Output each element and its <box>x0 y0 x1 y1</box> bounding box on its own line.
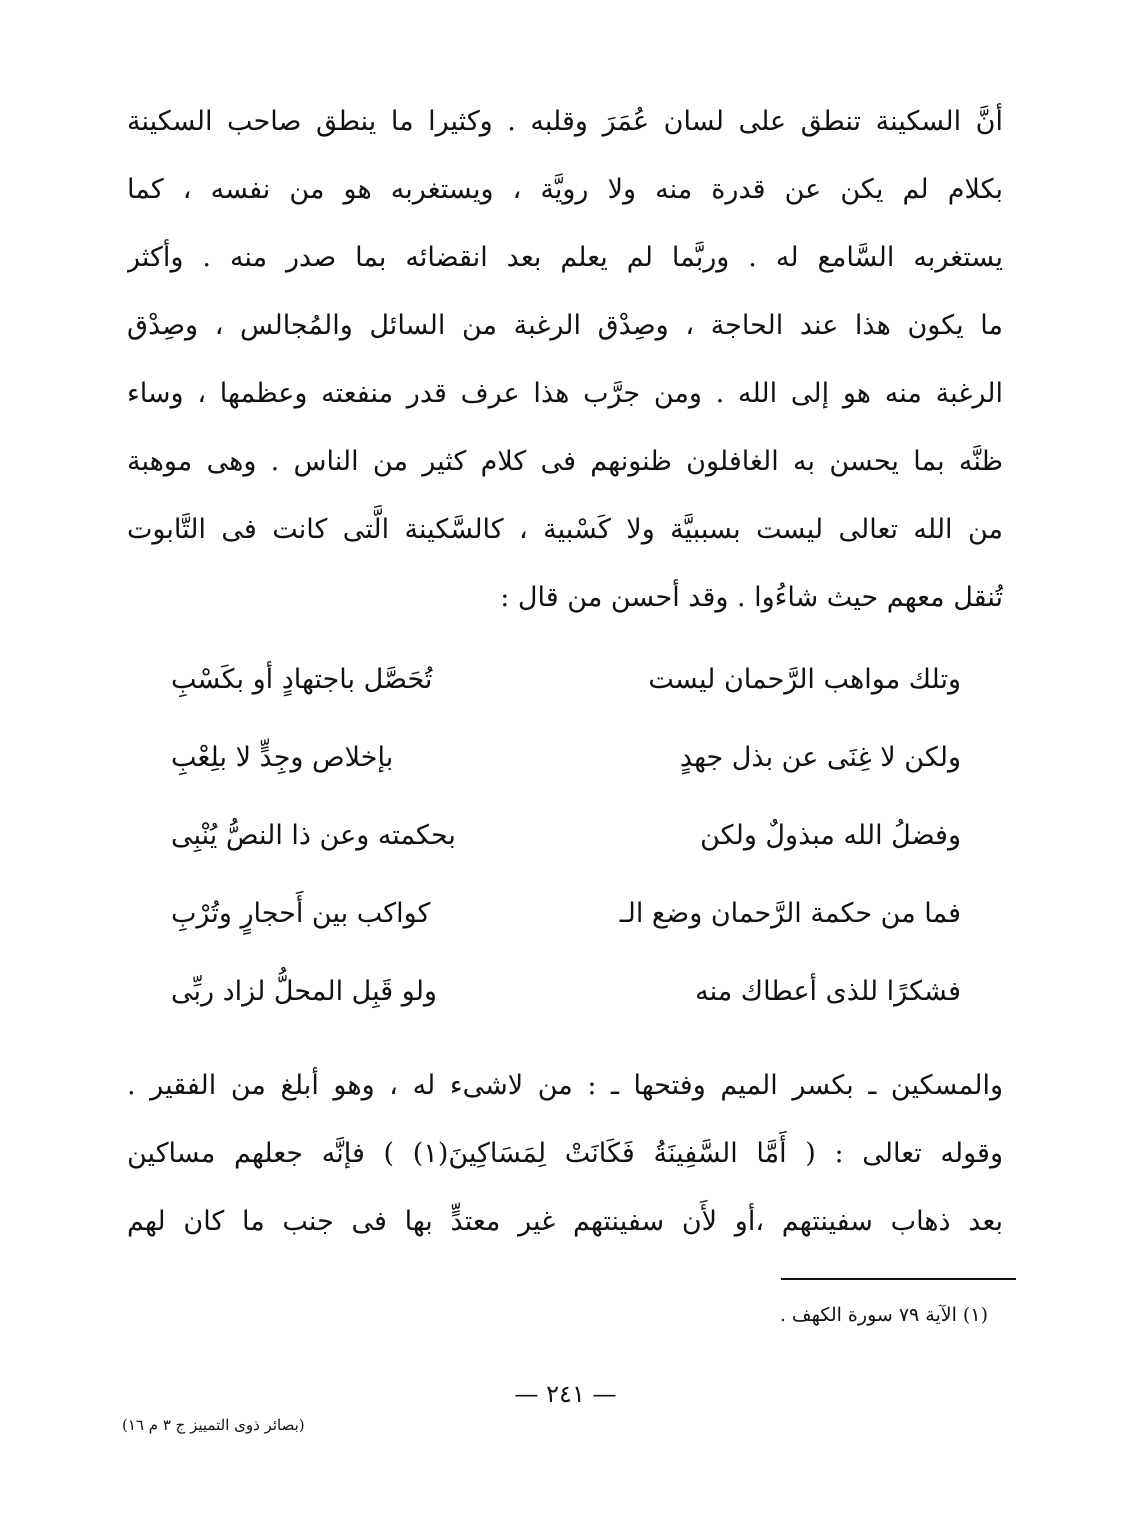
poem-verse <box>171 723 961 801</box>
text-line: والمسكين ـ بكسر الميم وفتحها ـ : من لاشىء له ، وهو أبلغ من الفقير . <box>127 1070 1003 1101</box>
poem-verse <box>171 957 961 1035</box>
first-hemistich: فما من حكمة الرَّحمان وضع الـ <box>619 898 961 929</box>
text-line: بكلام لم يكن عن قدرة منه ولا رويَّة ، ويستغربه هو من نفسه ، كما <box>127 174 1003 205</box>
text-line: من الله تعالى ليست بسببيَّة ولا كَسْبية ، كالسَّكينة الَّتى كانت فى التَّابوت <box>127 514 1003 545</box>
text-line: أنَّ السكينة تنطق على لسان عُمَرَ وقلبه . وكثيرا ما ينطق صاحب السكينة <box>127 106 1003 137</box>
text-line: تُنقل معهم حيث شاءُوا . وقد أحسن من قال : <box>500 582 1003 613</box>
page-number: — ٢٤١ — <box>514 1380 617 1408</box>
footnote-divider <box>781 1278 1016 1280</box>
second-hemistich: بإخلاص وجِدٍّ لا بلِعْبِ <box>171 742 394 773</box>
second-hemistich: تُحَصَّل باجتهادٍ أو بكَسْبِ <box>171 664 433 695</box>
text-line: الرغبة منه هو إلى الله . ومن جرَّب هذا عرف قدر منفعته وعظمها ، وساء <box>127 378 1003 409</box>
second-hemistich: ولو قَبِل المحلُّ لزاد ربِّى <box>171 976 437 1007</box>
first-hemistich: فشكرًا للذى أعطاك منه <box>695 976 961 1007</box>
closing-paragraph <box>127 1052 1003 1256</box>
poem-verse <box>171 879 961 957</box>
text-line: ظنَّه بما يحسن به الغافلون ظنونهم فى كلام كثير من الناس . وهى موهبة <box>127 446 1003 477</box>
text-line: بعد ذهاب سفينتهم ،أو لأَن سفينتهم غير معتدٍّ بها فى جنب ما كان لهم <box>127 1206 1003 1237</box>
poem-verse <box>171 645 961 723</box>
second-hemistich: كواكب بين أَحجارٍ وتُرْبِ <box>171 898 431 929</box>
first-hemistich: وتلك مواهب الرَّحمان ليست <box>648 664 961 695</box>
poem-verse <box>171 801 961 879</box>
text-line: يستغربه السَّامع له . وربَّما لم يعلم بعد انقضائه بما صدر منه . وأكثر <box>127 242 1003 273</box>
footnote: (١) الآية ٧٩ سورة الكهف . <box>779 1304 988 1326</box>
signature-mark: (بصائر ذوى التمييز ج ٣ م ١٦) <box>122 1416 305 1434</box>
second-hemistich: بحكمته وعن ذا النصُّ يُنْبِى <box>171 820 456 851</box>
text-line: وقوله تعالى : ( أَمَّا السَّفِينَةُ فَكَانَتْ لِمَسَاكِينَ(١) ) فإنَّه جعلهم مساكين <box>127 1138 1003 1169</box>
main-paragraph <box>127 88 1003 632</box>
first-hemistich: وفضلُ الله مبذولٌ ولكن <box>700 820 961 851</box>
poem <box>171 645 961 1035</box>
first-hemistich: ولكن لا غِنَى عن بذل جهدٍ <box>679 742 961 773</box>
text-line: ما يكون هذا عند الحاجة ، وصِدْق الرغبة من السائل والمُجالس ، وصِدْق <box>127 310 1003 341</box>
